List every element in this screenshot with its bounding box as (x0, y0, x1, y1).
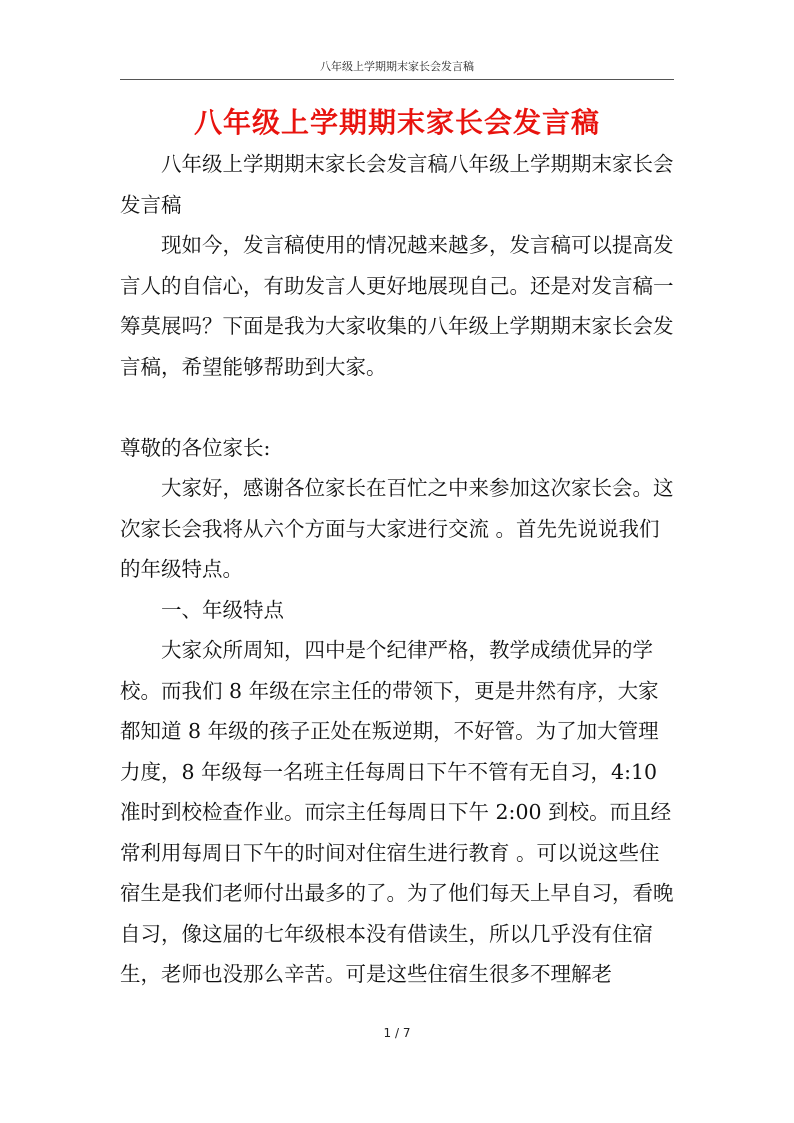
blank-line (120, 387, 676, 428)
paragraph-greeting: 大家好，感谢各位家长在百忙之中来参加这次家长会。这次家长会我将从六个方面与大家进行交流 。首先先说说我们的年级特点。 (120, 476, 674, 581)
paragraph-preface: 现如今，发言稿使用的情况越来越多，发言稿可以提高发言人的自信心，有助发言人更好地展现自己。还是对发言稿一筹莫展吗？下面是我为大家收集的八年级上学期期末家长会发言稿，希望能够帮助到大家。 (120, 233, 674, 379)
document-title: 八年级上学期期末家长会发言稿 (193, 106, 600, 139)
paragraph-intro-title: 八年级上学期期末家长会发言稿八年级上学期期末家长会发言稿 (120, 152, 674, 217)
paragraph-salutation: 尊敬的各位家长: (120, 435, 271, 460)
document-body (120, 144, 676, 995)
running-header: 八年级上学期期末家长会发言稿 (320, 60, 474, 73)
header-divider (120, 79, 674, 80)
section-heading: 一、年级特点 (161, 597, 284, 622)
paragraph-grade-features: 大家众所周知，四中是个纪律严格，教学成绩优异的学校。而我们 8 年级在宗主任的带领下，更是井然有序，大家都知道 8 年级的孩子正处在叛逆期，不好管。为了加大管理力度，8 年级每一名班主任每周日下午不管有无自习，4:10 准时到校检查作业。而宗主任每周日下午 2:00 到校。而且经常利用每周日下午的时间对住宿生进行教育 。可以说这些住宿生是我们老师付出最多的了。为了他们每天上早自习，看晚自习，像这届的七年级根本没有借读生，所以几乎没有住宿生，老师也没那么辛苦。可是这些住宿生很多不理解老 (120, 638, 674, 986)
page-number: 1 / 7 (383, 1026, 411, 1040)
